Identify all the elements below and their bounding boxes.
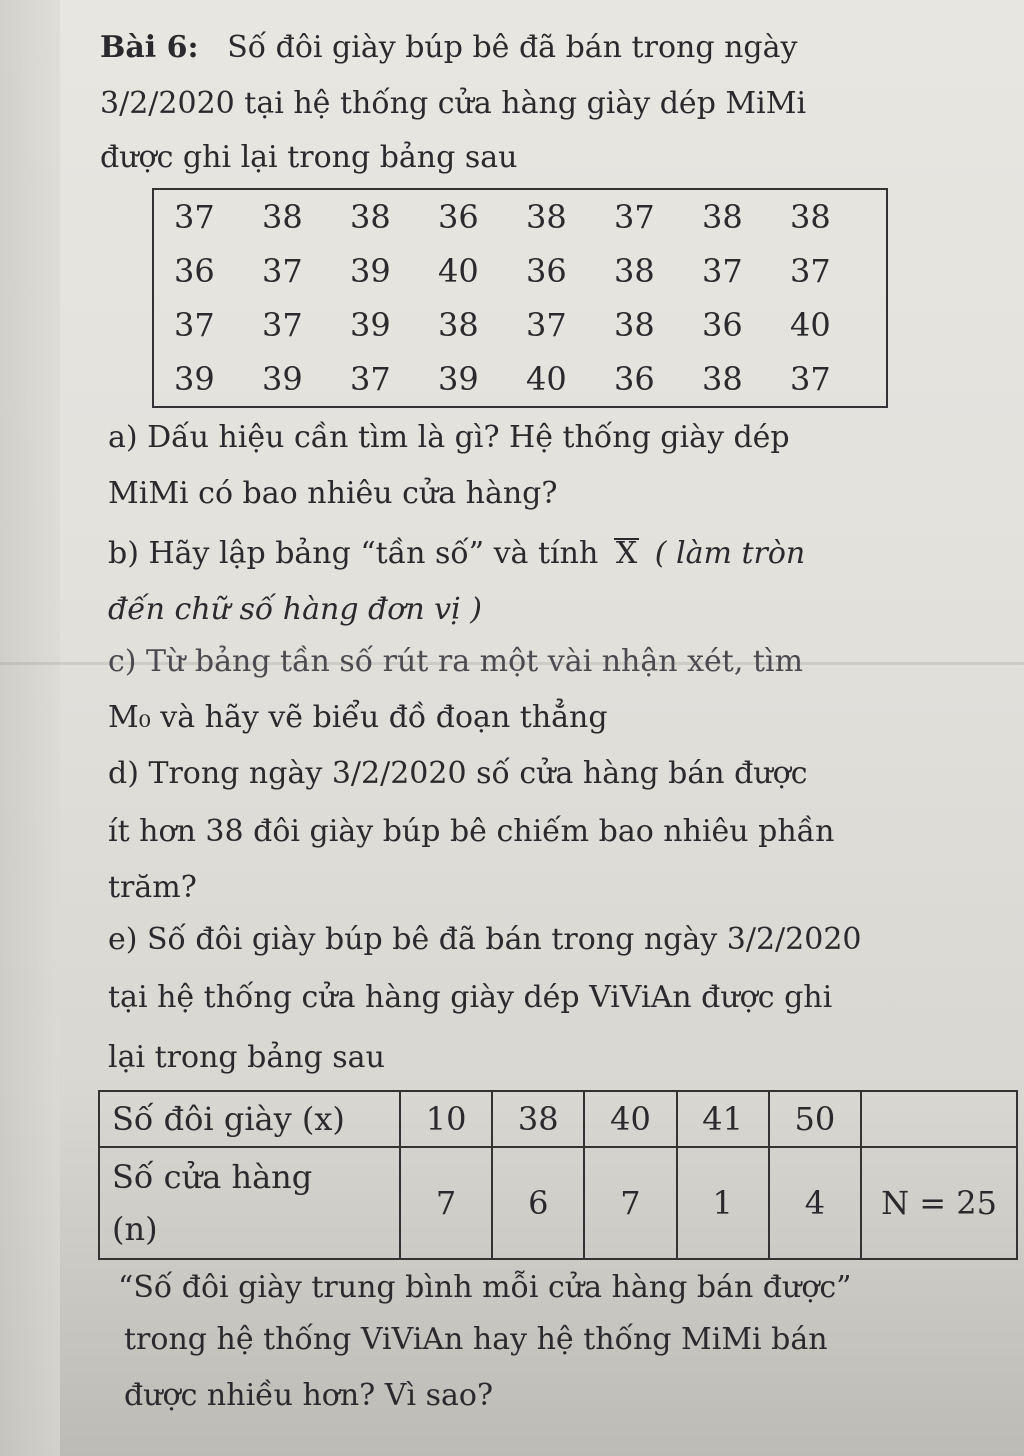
x-value-cell: 40 [584, 1091, 676, 1147]
data-cell: 39 [350, 306, 391, 344]
intro-text-2: 3/2/2020 tại hệ thống cửa hàng giày dép MiMi [100, 86, 807, 121]
n-value-cell: 7 [400, 1147, 492, 1259]
x-bar-symbol: X [615, 536, 638, 571]
data-cell: 39 [438, 360, 479, 398]
question-e-line-3: lại trong bảng sau [108, 1040, 385, 1075]
n-row-label-line-2: (n) [112, 1210, 158, 1248]
question-e-line-2: tại hệ thống cửa hàng giày dép ViViAn được ghi [108, 980, 833, 1015]
data-cell: 38 [614, 252, 655, 290]
data-cell: 38 [438, 306, 479, 344]
data-cell: 36 [174, 252, 215, 290]
data-cell: 39 [350, 252, 391, 290]
data-cell: 37 [174, 306, 215, 344]
n-value-cell: 6 [492, 1147, 584, 1259]
data-cell: 37 [526, 306, 567, 344]
problem-line-1 [100, 30, 797, 66]
total-cell: N = 25 [861, 1147, 1017, 1259]
data-cell: 40 [438, 252, 479, 290]
vivian-frequency-table [98, 1090, 1018, 1260]
question-d-line-1: d) Trong ngày 3/2/2020 số cửa hàng bán được [108, 756, 808, 791]
x-value-cell: 41 [677, 1091, 769, 1147]
data-cell: 39 [174, 360, 215, 398]
question-c-line-1: c) Từ bảng tần số rút ra một vài nhận xét, tìm [108, 644, 804, 679]
data-cell: 37 [262, 306, 303, 344]
data-cell: 38 [790, 198, 831, 236]
data-cell: 37 [262, 252, 303, 290]
data-cell: 37 [702, 252, 743, 290]
data-cell: 37 [614, 198, 655, 236]
sales-data-table [152, 188, 888, 408]
question-a-line-2: MiMi có bao nhiêu cửa hàng? [108, 476, 558, 511]
question-e-line-1: e) Số đôi giày búp bê đã bán trong ngày 3/2/2020 [108, 922, 862, 957]
table-row [99, 1147, 1017, 1259]
n-row-label-line-1: Số cửa hàng [112, 1158, 313, 1196]
data-cell: 38 [262, 198, 303, 236]
paper-shadow [0, 0, 60, 1456]
empty-cell [861, 1091, 1017, 1147]
data-cell: 40 [526, 360, 567, 398]
closing-line-3: được nhiều hơn? Vì sao? [124, 1378, 494, 1413]
x-value-cell: 50 [769, 1091, 861, 1147]
question-a-line-1: a) Dấu hiệu cần tìm là gì? Hệ thống giày dép [108, 420, 790, 455]
data-cell: 38 [702, 360, 743, 398]
n-row-label [99, 1147, 400, 1259]
data-cell: 36 [526, 252, 567, 290]
data-cell: 38 [526, 198, 567, 236]
data-cell: 38 [350, 198, 391, 236]
data-cell: 37 [790, 360, 831, 398]
question-b-text: b) Hãy lập bảng “tần số” và tính [108, 536, 599, 571]
question-b-line-1 [108, 536, 805, 572]
x-value-cell: 10 [400, 1091, 492, 1147]
question-c-line-2: M₀ và hãy vẽ biểu đồ đoạn thẳng [108, 700, 608, 735]
question-b-note: ( làm tròn [654, 536, 806, 571]
data-cell: 38 [702, 198, 743, 236]
closing-line-1: “Số đôi giày trung bình mỗi cửa hàng bán được” [118, 1270, 852, 1305]
data-cell: 38 [614, 306, 655, 344]
n-value-cell: 1 [677, 1147, 769, 1259]
data-cell: 40 [790, 306, 831, 344]
intro-text-1: Số đôi giày búp bê đã bán trong ngày [227, 30, 798, 65]
data-cell: 37 [350, 360, 391, 398]
question-b-line-2: đến chữ số hàng đơn vị ) [108, 592, 482, 627]
data-cell: 37 [790, 252, 831, 290]
data-cell: 37 [174, 198, 215, 236]
question-d-line-2: ít hơn 38 đôi giày búp bê chiếm bao nhiêu phần [108, 814, 835, 849]
problem-label: Bài 6: [100, 30, 199, 65]
n-value-cell: 4 [769, 1147, 861, 1259]
table-row [99, 1091, 1017, 1147]
data-cell: 36 [702, 306, 743, 344]
closing-line-2: trong hệ thống ViViAn hay hệ thống MiMi bán [124, 1322, 828, 1357]
x-row-label: Số đôi giày (x) [99, 1091, 400, 1147]
data-cell: 36 [438, 198, 479, 236]
intro-text-3: được ghi lại trong bảng sau [100, 140, 518, 175]
x-value-cell: 38 [492, 1091, 584, 1147]
n-value-cell: 7 [584, 1147, 676, 1259]
data-cell: 39 [262, 360, 303, 398]
data-cell: 36 [614, 360, 655, 398]
question-d-line-3: trăm? [108, 870, 197, 905]
